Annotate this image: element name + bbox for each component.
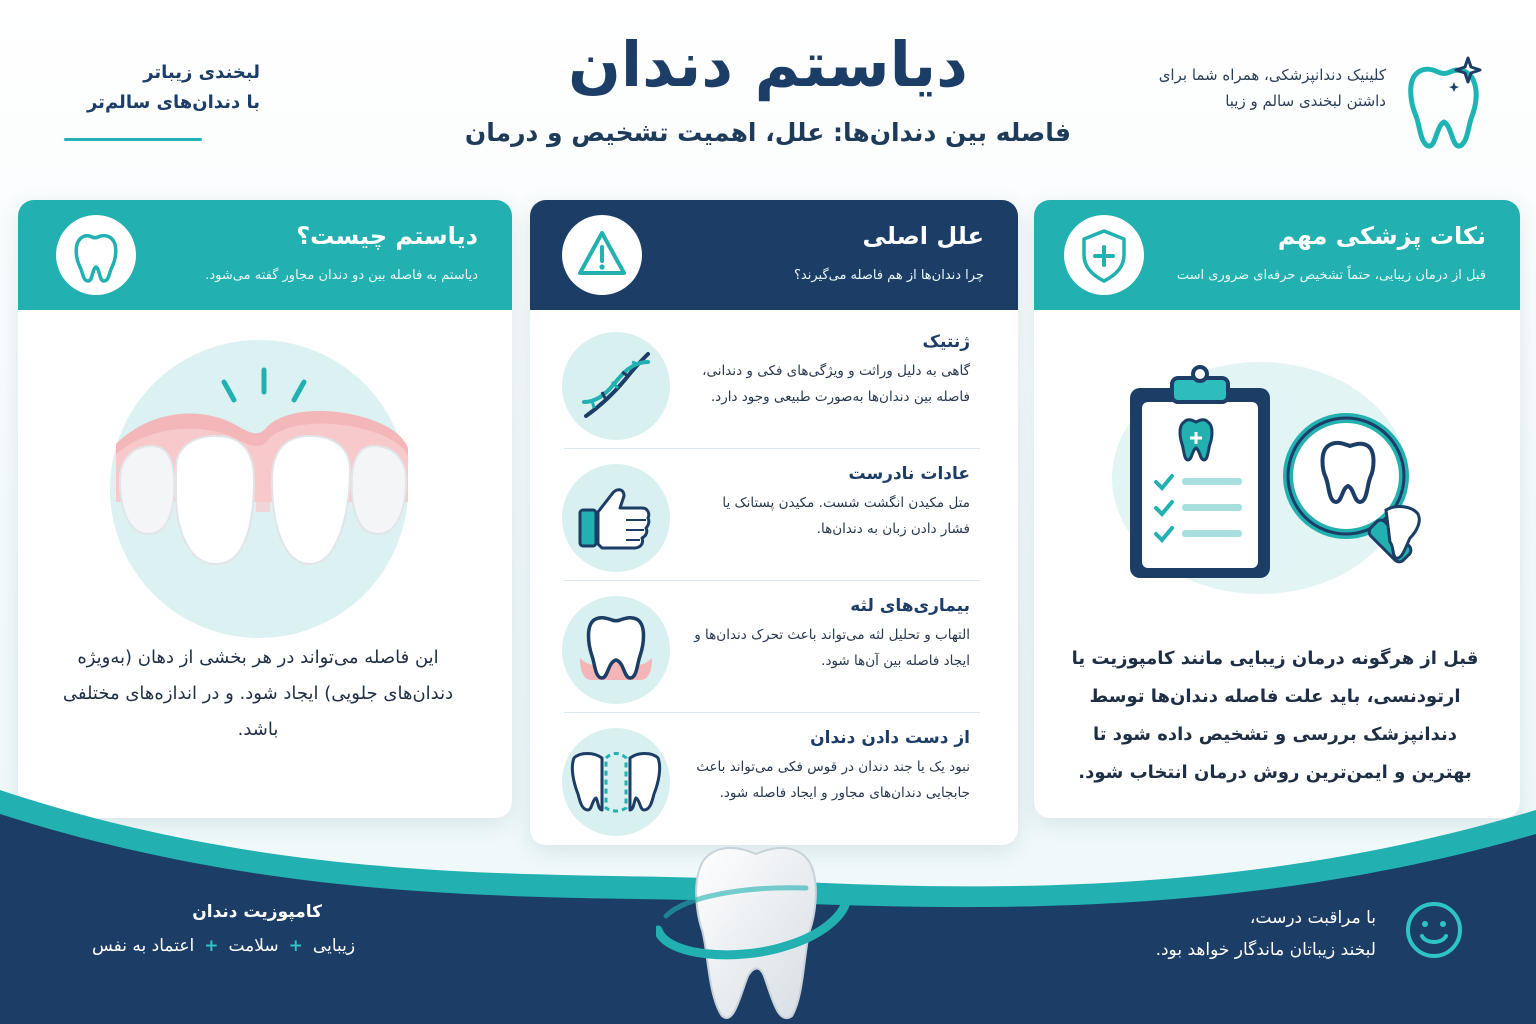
cause-title: عادات نادرست xyxy=(848,464,970,484)
shield-plus-icon xyxy=(1064,215,1144,295)
diastema-teeth-illustration xyxy=(110,362,410,592)
thumb-icon xyxy=(562,464,670,572)
tooth-icon xyxy=(56,215,136,295)
footer-message-line-1: با مراقبت درست، xyxy=(1249,908,1376,928)
brand-block xyxy=(1146,56,1486,156)
cause-item-gum-disease xyxy=(562,596,982,714)
page-subtitle: فاصله بین دندان‌ها: علل، اهمیت تشخیص و درمان xyxy=(464,118,1072,147)
footer-message xyxy=(1056,902,1376,966)
footer-tag: زیبایی xyxy=(312,936,356,956)
clipboard-magnifier-icon xyxy=(1124,360,1424,586)
gum-tooth-icon xyxy=(562,596,670,704)
what-is-body: این فاصله می‌تواند در هر بخشی از دهان (به‌ویژه دندان‌های جلویی) ایجاد شود. و در اندازه‌های مختلفی باشد. xyxy=(62,647,454,740)
footer-tags xyxy=(92,936,355,956)
causes-card-header xyxy=(530,200,1018,310)
warning-icon xyxy=(562,215,642,295)
what-is-subtitle: دیاستم به فاصله بین دو دندان مجاور گفته می‌شود. xyxy=(205,268,478,283)
medical-tips-subtitle: قبل از درمان زیبایی، حتماً تشخیص حرفه‌ای ضروری است xyxy=(1176,268,1486,283)
slogan xyxy=(60,58,260,118)
medical-tips-title: نکات پزشکی مهم xyxy=(1277,222,1486,250)
cause-text: نبود یک یا جند دندان در قوس فکی می‌تواند باعث جابجایی دندان‌های مجاور و ایجاد فاصله شود. xyxy=(696,759,970,801)
divider xyxy=(564,448,980,449)
slogan-line-1: لبخندی زیباتر xyxy=(143,62,260,83)
medical-tips-card-header xyxy=(1034,200,1520,310)
dna-icon xyxy=(562,332,670,440)
smile-icon xyxy=(1404,900,1464,960)
causes-subtitle: چرا دندان‌ها از هم فاصله می‌گیرند؟ xyxy=(794,268,984,283)
footer-composite-title: کامپوزیت دندان xyxy=(192,902,322,922)
footer-tag: سلامت xyxy=(228,936,279,956)
slogan-underline xyxy=(64,138,202,141)
footer-message-line-2: لبخند زیباتان ماندگار خواهد بود. xyxy=(1155,940,1376,960)
footer-tag: اعتماد به نفس xyxy=(92,936,195,956)
medical-tips-body: قبل از هرگونه درمان زیبایی مانند کامپوزیت یا ارتودنسی، باید علت فاصله دندان‌ها توسط دندانپزشک بررسی و تشخیص داده شود تا بهترین و ایمن‌ترین روش درمان انتخاب شود. xyxy=(1071,648,1479,783)
divider xyxy=(564,580,980,581)
cause-title: از دست دادن دندان xyxy=(810,728,970,748)
page-title: دیاستم دندان xyxy=(568,28,968,101)
cause-text: متل مکیدن انگشت شست. مکیدن پستانک یا فشار دادن زبان به دندان‌ها. xyxy=(722,495,970,537)
tooth-with-ring-icon xyxy=(656,826,856,1024)
cause-item-genetics xyxy=(562,332,982,450)
divider xyxy=(564,712,980,713)
cause-title: بیماری‌های لثه xyxy=(850,596,970,616)
cause-text: گاهی به دلیل وراثت و ویژگی‌های فکی و دندانی، فاصله بین دندان‌ها به‌صورت طبیعی وجود دارد. xyxy=(702,363,970,405)
cause-text: التهاب و تحلیل لثه می‌تواند باعث تحرک دندان‌ها و ایجاد فاصله بین آن‌ها شود. xyxy=(694,627,970,669)
plus-icon: + xyxy=(204,936,219,956)
what-is-title: دیاستم چیست؟ xyxy=(296,222,478,250)
cause-title: ژنتیک xyxy=(922,332,970,352)
slogan-line-2: با دندان‌های سالم‌تر xyxy=(86,92,260,113)
what-is-card-header xyxy=(18,200,512,310)
brand-text: کلینیک دندانپزشکی، همراه شما برای داشتن لبخندی سالم و زیبا xyxy=(1158,66,1386,110)
causes-title: علل اصلی xyxy=(862,222,984,250)
plus-icon: + xyxy=(288,936,303,956)
cause-item-habits xyxy=(562,464,982,582)
sparkle-tooth-icon xyxy=(1402,56,1486,152)
